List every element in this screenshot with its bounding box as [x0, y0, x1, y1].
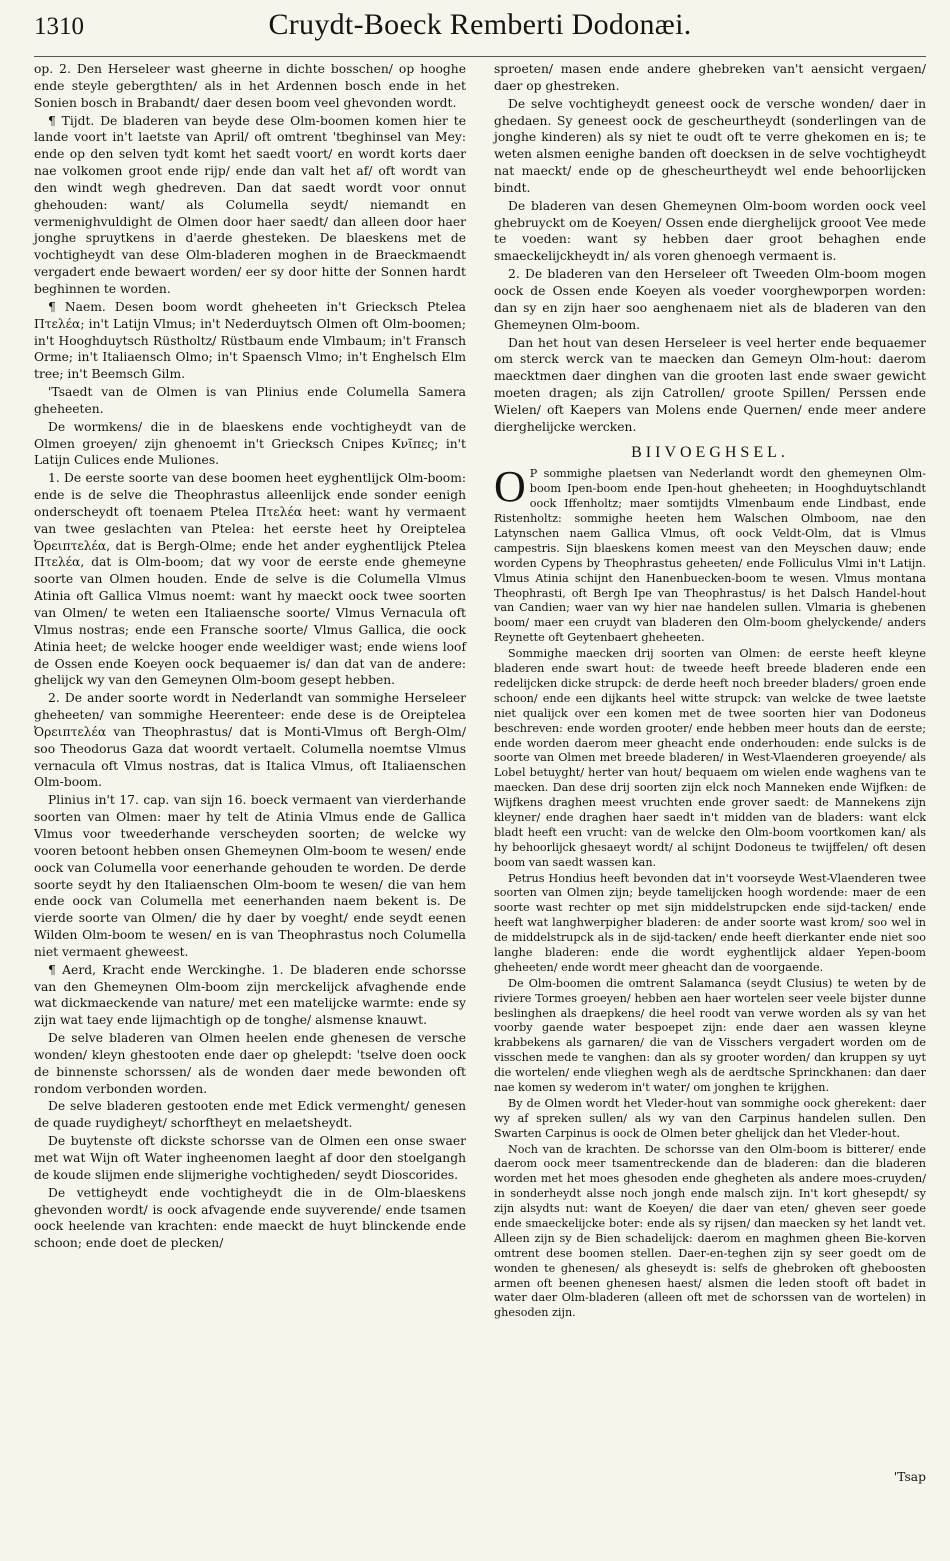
paragraph: ¶ Aerd, Kracht ende Werckinghe. 1. De bladeren ende schorsse van den Ghemeynen Olm-boom zijn merckelijck afvaghende ende wat dickmaeckende van nature/ met een matelijcke warmte: ende sy zijn wat taey ende lijmachtigh op de tonghe/ alsmense knauwt.: [34, 962, 466, 1028]
paragraph: 'Tsaedt van de Olmen is van Plinius ende Columella Samera gheheeten.: [34, 385, 466, 416]
paragraph: 1. De eerste soorte van dese boomen heet eyghentlijck Olm-boom: ende is de selve die Theophrastus alleenlijck ende sonder eenigh onderscheydt oft toenaem Ptelea Πτελέα heet: want hy vermaent van twee geslachten van Ptelea: het eerste heet hy Oreiptelea Ὀρειπτελέα, dat is Bergh-Olme; ende het ander eyghentlijck Ptelea Πτελέα, dat is Olm-boom; dat wy voor de eerste ende ghemeyne soorte van Olmen houden. Ende de selve is die Columella Vlmus Atinia oft Gallica Vlmus noemt: want hy maeckt oock twee soorten van Olmen/ te weten een Italiaensche soorte/ Vlmus Vernacula oft Vlmus nostras; ende een Fransche soorte/ Vlmus Gallica, die oock Atinia heet; de welcke hooger ende weeldiger wast; ende wiens loof de Ossen ende Koeyen oock bequaemer is/ dan dat van de andere: ghelijck wy van den Gemeynen Olm-boom gesept hebben.: [34, 471, 466, 688]
text-columns: [34, 61, 926, 1322]
paragraph: ¶ Tijdt. De bladeren van beyde dese Olm-boomen komen hier te lande voort in't laetste van April/ oft omtrent 'tbeghinsel van Mey: ende op den selven tydt komt het saedt voort/ en wordt korts daer nae volkomen groot ende rijp/ ende dan valt het af/ oft wordt van den windt wegh ghedreven. Dan dat saedt wordt voor onnut ghehouden: want/ als Columella seydt/ niemandt en vermenighvuldight de Olmen door haer saedt/ dan alleen door haer jonghe spruytkens in d'aerde ghesteken. De blaeskens met de vochtigheydt van dese Olm-bladeren moghen in de Braeckmaendt vergadert ende bewaert worden/ eer sy door hitte der Sonnen hardt beghinnen te worden.: [34, 113, 466, 296]
paragraph: De vettigheydt ende vochtigheydt die in de Olm-blaeskens ghevonden wordt/ is oock afvagende ende suyverende/ ende tsamen oock heelende van krachten: ende maeckt de huyt blinckende ende schoon; ende doet de plecken/: [34, 1185, 466, 1251]
paragraph: 2. De bladeren van den Herseleer oft Tweeden Olm-boom mogen oock de Ossen ende Koeyen als voeder voorghewporpen worden: dan sy en zijn haer soo aenghenaem niet als de bladeren van den Ghemeynen Olm-boom.: [494, 267, 926, 332]
paragraph: Plinius in't 17. cap. van sijn 16. boeck vermaent van vierderhande soorten van Olmen: maer hy telt de Atinia Vlmus ende de Gallica Vlmus voor tweederhande verscheyden soorten; de welcke wy vooren betoont hebben onsen Ghemeynen Olm-boom te wesen/ ende oock van Columella voor eenerhande gehouden te worden. De derde soorte seydt hy den Italiaenschen Olm-boom te wesen/ die van hem ende oock van Columella met eenerhanden naem bekent is. De vierde soorte van Olmen/ die hy daer by voeght/ ende seydt eenen Wilden Olm-boom te wesen/ en is van Theophrastus noch Columella niet vermaent gheweest.: [34, 793, 466, 959]
page-header: [34, 8, 926, 57]
paragraph: Sommighe maecken drij soorten van Olmen: de eerste heeft kleyne bladeren ende swart hout: de tweede heeft breede bladeren ende een redelijcken dicke strupck: de derde heeft noch breeder bladers/ groen ende schoon/ ende een dijkants heel witte strupck: van welcke de twee laetste niet qualijck over een komen met de twee soorten hier van Dodoneus beschreven: ende worden grooter/ ende hebben meer houts dan de eerste; ende worden daerom meer gheacht ende onderhouden: ende sulcks is de soorte van Olmen met breede bladeren/ in West-Vlaenderen groeyende/ als Lobel betuyght/ herter van hout/ bequaem om wielen ende waghens van te maecken. Dan dese drij soorten zijn elck noch Manneken ende Wijfken: de Wijfkens draghen meest vruchten ende grover saedt: de Mannekens zijn kleyner/ ende draghen haer saedt in't midden van de bladers: want elck bladt heeft een vrucht: van de welcke den Olm-boom voortkomen kan/ als hy behoorlijck ghesaeyt wordt/ al schijnt Dodoneus te twijffelen/ oft desen boom van saedt wassen kan.: [494, 647, 926, 869]
paragraph: op. 2. Den Herseleer wast gheerne in dichte bosschen/ op hooghe ende steyle gebergthten/ als in het Ardennen bosch ende in het Sonien bosch in Brabandt/ daer desen boom veel ghevonden wordt.: [34, 62, 466, 110]
drop-cap: O: [494, 462, 526, 512]
left-column: [34, 61, 466, 1322]
paragraph: De wormkens/ die in de blaeskens ende vochtigheydt van de Olmen groeyen/ zijn ghenoemt in't Griecksch Cnipes Κνῖπες; in't Latijn Culices ende Muliones.: [34, 419, 466, 468]
paragraph: sproeten/ masen ende andere ghebreken van't aensicht vergaen/ daer op ghestreken.: [494, 62, 926, 93]
paragraph: De Olm-boomen die omtrent Salamanca (seydt Clusius) te weten by de riviere Tormes groeyen/ hebben aen haer wortelen seer veele bijster dunne beslinghen als draepkens/ die heel roodt van verwe worden als sy van het voorby gaende water bespoepet zijn: ende daer aen wassen kleyne krabbekens als garnaren/ die van de Visschers vergadert worden om de visschen mede te vanghen: dan als sy grooter worden/ dan kruppen sy uyt die wortelen/ ende vlieghen wegh als de aerdtsche Sprinckhanen: dan daer nae komen sy wederom in't water/ om jonghen te krijghen.: [494, 976, 926, 1094]
paragraph: De buytenste oft dickste schorsse van de Olmen een onse swaer met wat Wijn oft Water ingheenomen laeght af door den stoelgangh de koude slijmen ende slijmerighe vochtigheden/ seydt Dioscorides.: [34, 1134, 466, 1182]
section-heading: BIIVOEGHSEL.: [631, 443, 789, 461]
page-number: 1310: [34, 13, 84, 40]
right-column: [494, 61, 926, 1322]
paragraph: ¶ Naem. Desen boom wordt gheheeten in't Griecksch Ptelea Πτελέα; in't Latijn Vlmus; in't Nederduytsch Olmen oft Olm-boomen; in't Hooghduytsch Rüstholtz/ Rüstbaum ende Vlmbaum; in't Fransch Orme; in't Italiaensch Olmo; in't Spaensch Vlmo; in't Enghelsch Elm tree; in't Beemsch Gilm.: [34, 299, 466, 382]
paragraph: De bladeren van desen Ghemeynen Olm-boom worden oock veel ghebruyckt om de Koeyen/ Ossen ende dierghelijck grooot Vee mede te voeden: want sy hebben daer groot behaghen ende smaeckelijckheydt in/ als voren ghenoegh vermaent is.: [494, 198, 926, 264]
paragraph-text: P sommighe plaetsen van Nederlandt wordt den ghemeynen Olm-boom Ipen-boom ende Ipen-hout gheheeten; in Hooghduytschlandt oock Iffenholtz; maer somtijdts Vlmenbaum ende Lindbast, ende Ristenholtz: sommighe heeten hem Walschen Olmboom, nae den Latynschen naem Gallica Vlmus, oft oock Veldt-Olm, dat is Vlmus campestris. Sijn blaeskens komen meest van den Meyschen dauw; ende worden Cypens by Theophrastus geheeten/ ende Folliculus Vlmi in't Latijn. Vlmus Atinia schijnt den Hanenbuecken-boom te wesen. Vlmus montana Theophrasti, oft Bergh Ipe van Theophrastus/ is het Dalsch Handel-hout van Candien; waer van wy hier nae handelen sullen. Vlmaria is ghebenen boom/ maer een cruydt van bladeren den Olm-boom ghelyckende/ anders Reynette oft Geytenbaert gheheeten.: [494, 467, 926, 645]
paragraph: Noch van de krachten. De schorsse van den Olm-boom is bitterer/ ende daerom oock meer tsamentreckende dan de bladeren: dan die bladeren worden met het moes ghesoden ende ghegheten als andere moes-cruyden/ in sonderheydt alsse noch jongh ende malsch zijn. In't kort ghesepdt/ sy zijn alsydts nut: want de Koeyen/ die daer van eten/ gheven seer goede ende smaeckelijcke boter: ende als sy rijsen/ dan maecken sy het landt vet. Alleen zijn sy de Bien schadelijck: daerom en maghmen gheen Bie-korven omtrent dese boomen stellen. Daer-en-teghen zijn sy seer goedt om de wonden te ghenesen/ als gheseydt is: selfs de ghebroken oft gheboosten armen oft beenen ghenesen haest/ alsmen die leden stooft oft badet in water daer Olm-bladeren (alleen oft met de schorssen van de wortelen) in ghesoden zijn.: [494, 1142, 926, 1320]
running-title: Cruydt-Boeck Remberti Dodonæi.: [268, 8, 692, 41]
paragraph: De selve vochtigheydt geneest oock de versche wonden/ daer in ghedaen. Sy geneest oock de gescheurtheydt (sonderlingen van de jonghe kinderen) als sy niet te oudt oft te verre ghekomen en is; te weten alsmen eenighe banden oft doecksen in de selve vochtigheydt nat maeckt/ ende op de ghescheurtheydt wel ende behoorlijcken bindt.: [494, 96, 926, 195]
paragraph: Petrus Hondius heeft bevonden dat in't voorseyde West-Vlaenderen twee soorten van Olmen zijn; beyde tamelijcken hoogh wordende: maer de een soorte wast rechter op met sijn middelstrupcken ende sijd-tacken/ ende heeft wat langhwerpigher bladeren: de ander soorte wast krom/ soo wel in de middelstrupck als in de sijd-tacken/ ende heeft dierkanter ende niet soo langhe bladeren: ende die wordt eyghentlijck aldaer Yepen-boom gheheeten/ ende wordt meer gheacht dan de voorgaende.: [494, 871, 926, 974]
catchword: 'Tsap: [893, 1470, 926, 1484]
paragraph: 2. De ander soorte wordt in Nederlandt van sommighe Herseleer gheheeten/ van sommighe Heerenteer: ende dese is de Oreiptelea Ὀρειπτελέα van Theophrastus/ dat is Monti-Vlmus oft Bergh-Olm/ soo Theodorus Gaza dat woordt vertaelt. Columella noemtse Vlmus vernacula oft Vlmus nostras, dat is Italica Vlmus, oft Italiaenschen Olm-boom.: [34, 691, 466, 790]
paragraph: By de Olmen wordt het Vleder-hout van sommighe oock gherekent: daer wy af spreken sullen/ als wy van den Carpinus handelen sullen. Den Swarten Carpinus is oock de Olmen beter ghelijck dan het Vleder-hout.: [494, 1096, 926, 1140]
paragraph: De selve bladeren gestooten ende met Edick vermenght/ genesen de quade ruydigheyt/ schorftheyt en melaetsheydt.: [34, 1099, 466, 1131]
paragraph: De selve bladeren van Olmen heelen ende ghenesen de versche wonden/ kleyn ghestooten ende daer op ghelepdt: 'tselve doen oock de binnenste schorssen/ als de wonden daer mede bewonden oft rondom verbonden worden.: [34, 1031, 466, 1096]
supplement-section: [494, 462, 926, 1321]
paragraph: [494, 462, 926, 646]
paragraph: Dan het hout van desen Herseleer is veel herter ende bequaemer om sterck werck van te maecken dan Gemeyn Olm-hout: daerom maecktmen daer dinghen van die grooten last ende swaer gewicht moeten dragen; als zijn Catrollen/ groote Spillen/ Perssen ende Wielen/ oft Kaepers van Molens ende Quernen/ ende meer andere dierghelijcke wercken.: [494, 335, 926, 434]
